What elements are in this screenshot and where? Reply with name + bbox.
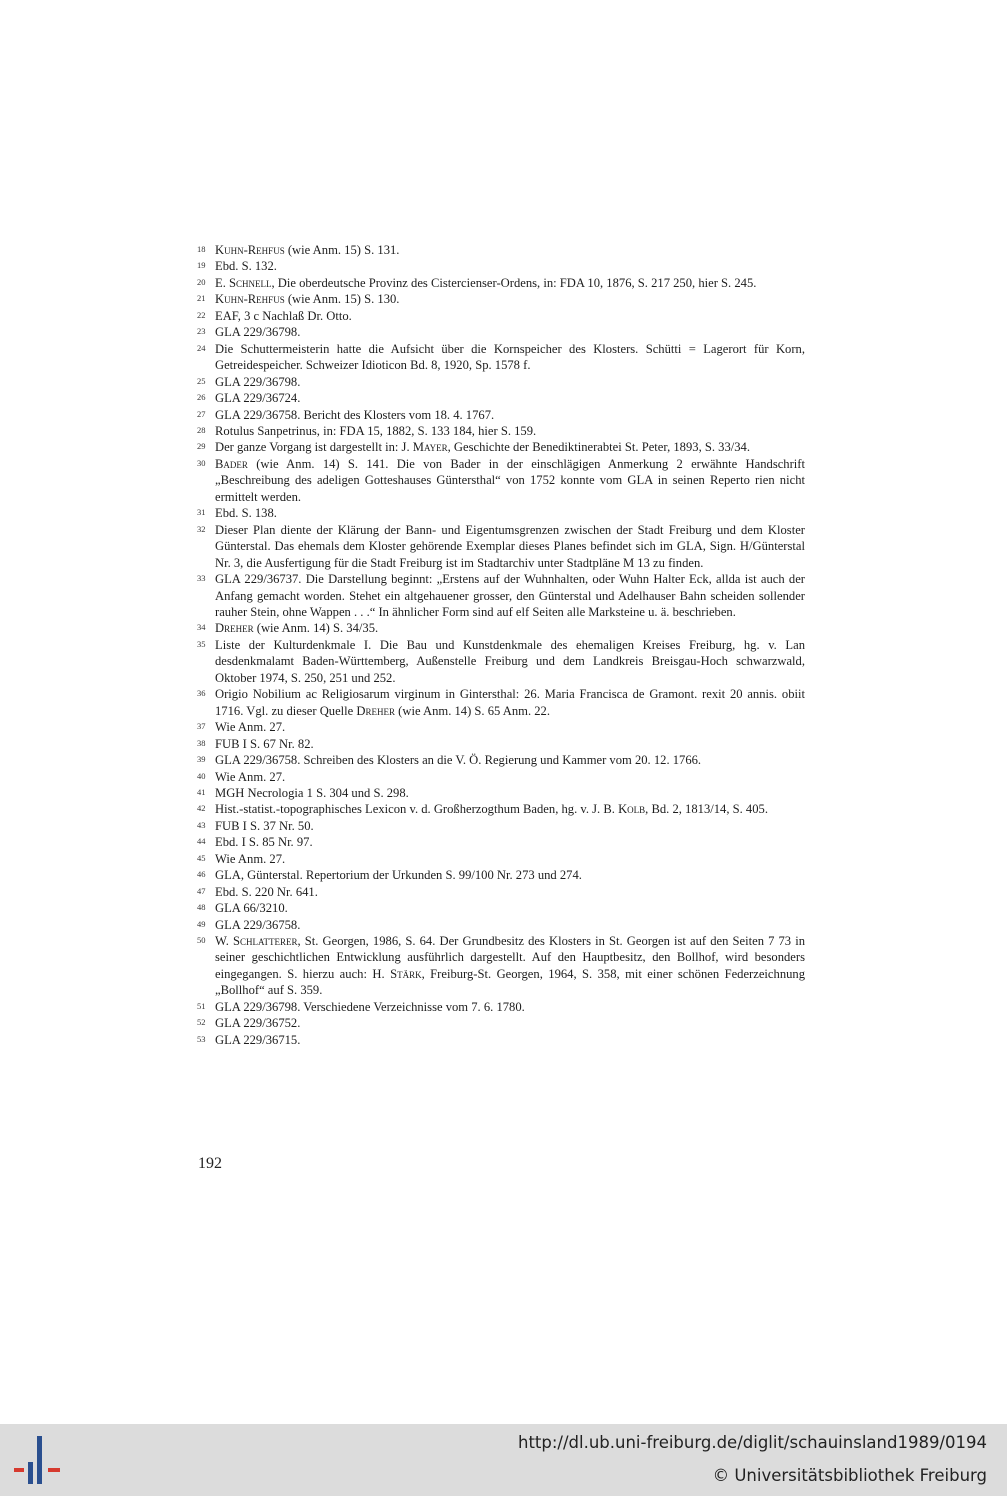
permalink-url[interactable]: http://dl.ub.uni-freiburg.de/diglit/schauinsland1989/0194 <box>517 1433 987 1452</box>
footnote <box>197 505 805 521</box>
author-name: Kolb <box>618 802 646 817</box>
author-name: Mayer <box>412 440 448 455</box>
footnote-text: (wie Anm. 14) S. 141. Die von Bader in der einschlägigen Anmerkung 2 erwähnte Handschrift „Beschreibung des adeligen Gotteshauses Güntersthal“ von 1752 konnte vom GLA in seinen Reperto rien nicht ermittelt werden. <box>215 456 805 504</box>
author-name: Kuhn-Rehfus <box>215 292 285 307</box>
footnote-text: GLA, Günterstal. Repertorium der Urkunden S. 99/100 Nr. 273 und 274. <box>215 868 582 883</box>
footnote <box>197 242 805 258</box>
footnote <box>197 456 805 505</box>
logo-bar-center <box>37 1436 42 1484</box>
footnote-text: EAF, 3 c Nachlaß Dr. Otto. <box>215 308 352 323</box>
footnote-number: 41 <box>197 786 206 797</box>
footnote-text: GLA 229/36737. Die Darstellung beginnt: „Erstens auf der Wuhnhalten, oder Wuhn Halter Eck, allda ist auch der Anfang gemacht worden. Stehet ein altgehauener grosser, den Günterstal und Adelhauser Bahn scheiden sollender rauher Stein, ohne Wappen . . .“ In ähnlicher Form sind auf elf Seiten alle Marksteine u. ä. beschrieben. <box>215 572 805 619</box>
footnote-number: 47 <box>197 885 206 896</box>
footnote-text: GLA 229/36758. Schreiben des Klosters an die V. Ö. Regierung und Kammer vom 20. 12. 1766. <box>215 753 702 768</box>
footnote-text: , St. Georgen, 1986, S. 64. Der Grundbesitz des Klosters in St. Georgen ist auf den Seiten 7 73 in seiner geschichtlichen Entwicklung ausführlich dargestellt. Auf den Hauptbesitz, den Bollhof, wird besonders eingegangen. S. hierzu auch: H. <box>215 934 806 981</box>
footnote-number: 27 <box>197 408 206 419</box>
footnote <box>197 275 805 291</box>
footnote-number: 36 <box>197 688 206 699</box>
footnote-text: MGH Necrologia 1 S. 304 und S. 298. <box>215 785 409 800</box>
footnote-number: 51 <box>197 1000 206 1011</box>
author-name: Dreher <box>215 621 254 636</box>
footnote-text: GLA 229/36758. Bericht des Klosters vom 18. 4. 1767. <box>215 407 495 422</box>
footnote-number: 45 <box>197 852 206 863</box>
footnote-number: 28 <box>197 424 206 435</box>
footnote-text: FUB I S. 67 Nr. 82. <box>215 736 314 751</box>
footnote-number: 44 <box>197 836 206 847</box>
footnote <box>197 407 805 423</box>
footnote <box>197 900 805 916</box>
footnote-number: 23 <box>197 326 206 337</box>
footnote-text: GLA 229/36752. <box>215 1016 301 1031</box>
footnote <box>197 1015 805 1031</box>
footnote-text: W. <box>215 934 233 949</box>
footnote <box>197 620 805 636</box>
footnote <box>197 801 805 817</box>
footnote-text: , Freiburg-St. Georgen, 1964, S. 358, mit einer schönen Federzeichnung „Bollhof“ auf S. 359. <box>215 966 806 998</box>
footnote-number: 37 <box>197 721 206 732</box>
footnote-text: , Bd. 2, 1813/14, S. 405. <box>645 802 768 817</box>
author-name: Schnell <box>229 275 272 290</box>
footnote-text: Der ganze Vorgang ist dargestellt in: J. <box>215 440 413 455</box>
footnote <box>197 834 805 850</box>
footnote-text: Origio Nobilium ac Religiosarum virginum in Gintersthal: 26. Maria Francisca de Gramont. rexit 20 annis. obiit 1716. Vgl. zu dieser Quelle <box>215 687 805 718</box>
footnote-number: 34 <box>197 622 206 633</box>
footnote-text: Dieser Plan diente der Klärung der Bann- und Eigentumsgrenzen zwischen der Stadt Freiburg und dem Kloster Günterstal. Das ehemals dem Kloster gehörende Exemplar dieses Planes befindet sich im GLA, Sign. H/Günterstal Nr. 3, die Ausfertigung für die Stadt Freiburg ist im Stadtarchiv unter Stadtpläne M 13 zu finden. <box>215 522 805 570</box>
footnote-number: 30 <box>197 457 206 468</box>
footnote-text: Ebd. S. 132. <box>215 259 277 274</box>
footnote-text: Wie Anm. 27. <box>215 720 286 735</box>
footnote-number: 33 <box>197 573 206 584</box>
footnote-text: GLA 66/3210. <box>215 901 288 916</box>
footnote-number: 53 <box>197 1033 206 1044</box>
footnote-text: GLA 229/36798. <box>215 325 301 340</box>
footnote <box>197 785 805 801</box>
footnote-text: GLA 229/36798. <box>215 374 301 389</box>
author-name: Bader <box>215 456 248 471</box>
footnote-text: GLA 229/36715. <box>215 1032 301 1047</box>
footnote <box>197 933 805 999</box>
footnote <box>197 522 805 571</box>
footnote-number: 18 <box>197 244 206 254</box>
logo-bar-mid <box>28 1462 33 1484</box>
footnote-number: 50 <box>197 935 206 946</box>
footnote <box>197 423 805 439</box>
page-number: 192 <box>198 1155 222 1172</box>
footnote-number: 26 <box>197 392 206 403</box>
footnote-number: 35 <box>197 638 206 649</box>
footnote-text: Ebd. I S. 85 Nr. 97. <box>215 835 313 850</box>
footnote <box>197 818 805 834</box>
footnote <box>197 341 805 374</box>
footnote-number: 29 <box>197 441 206 452</box>
footnote <box>197 867 805 883</box>
footnote-text: (wie Anm. 14) S. 34/35. <box>253 621 379 636</box>
footnote-text: E. <box>215 275 229 290</box>
footnote <box>197 769 805 785</box>
footnote-number: 21 <box>197 293 206 304</box>
footnote <box>197 736 805 752</box>
footnote <box>197 1032 805 1048</box>
footnote <box>197 686 805 719</box>
footnote-text: Hist.-statist.-topographisches Lexicon v. d. Großherzogthum Baden, hg. v. J. B. <box>215 802 619 817</box>
author-name: Dreher <box>356 703 396 718</box>
footnote-number: 46 <box>197 869 206 880</box>
footnote <box>197 291 805 307</box>
footnote-text: Rotulus Sanpetrinus, in: FDA 15, 1882, S. 133 184, hier S. 159. <box>215 423 537 438</box>
footnote-number: 52 <box>197 1017 206 1028</box>
footnote-text: , Geschichte der Benediktinerabtei St. Peter, 1893, S. 33/34. <box>447 440 751 455</box>
footnote-number: 48 <box>197 902 206 913</box>
footnote-number: 43 <box>197 819 206 830</box>
footnote <box>197 637 805 686</box>
footnote <box>197 719 805 735</box>
footnote-number: 31 <box>197 507 206 518</box>
footnote-text: Wie Anm. 27. <box>215 851 286 866</box>
footnote-text: GLA 229/36724. <box>215 391 301 406</box>
footnote <box>197 884 805 900</box>
footer-bar <box>0 1424 1007 1496</box>
footnote <box>197 917 805 933</box>
footnote <box>197 374 805 390</box>
author-name: Schlatterer <box>233 934 298 949</box>
footnote-text: Liste der Kulturdenkmale I. Die Bau und Kunstdenkmale des ehemaligen Kreises Freiburg, hg. v. Lan desdenkmalamt Baden-Württemberg, Außenstelle Freiburg und dem Landkreis Breisgau-Hoch schwarzwald, Oktober 1974, S. 250, 251 und 252. <box>215 637 805 685</box>
footnote-number: 49 <box>197 918 206 929</box>
footnote-text: FUB I S. 37 Nr. 50. <box>215 818 314 833</box>
footnote-text: GLA 229/36798. Verschiedene Verzeichnisse vom 7. 6. 1780. <box>215 999 525 1014</box>
footnote-number: 42 <box>197 803 206 814</box>
footnote-number: 38 <box>197 737 206 748</box>
footnote-number: 32 <box>197 523 206 534</box>
ub-freiburg-logo-icon[interactable] <box>12 1436 66 1486</box>
footnote-text: (wie Anm. 15) S. 131. <box>284 243 400 257</box>
footnote-number: 24 <box>197 342 206 353</box>
footnote-text: Wie Anm. 27. <box>215 769 286 784</box>
footnote-text: Ebd. S. 138. <box>215 506 277 521</box>
logo-bar-left <box>14 1468 24 1472</box>
footnote <box>197 308 805 324</box>
author-name: Stärk <box>390 966 422 981</box>
footnote <box>197 258 805 274</box>
footnote-text: (wie Anm. 15) S. 130. <box>284 292 400 307</box>
footnote <box>197 571 805 620</box>
footnote <box>197 439 805 455</box>
footnote <box>197 851 805 867</box>
author-name: Kuhn-Rehfus <box>215 243 285 257</box>
footnote <box>197 999 805 1015</box>
footnote <box>197 752 805 768</box>
footnote-number: 19 <box>197 260 206 271</box>
footnote-number: 20 <box>197 276 206 287</box>
footnote-text: Die Schuttermeisterin hatte die Aufsicht über die Kornspeicher des Klosters. Schütti = Lagerort für Korn, Getreidespeicher. Schweizer Idioticon Bd. 8, 1920, Sp. 1578 f. <box>215 341 805 373</box>
footnote-text: , Die oberdeutsche Provinz des Cistercienser-Ordens, in: FDA 10, 1876, S. 217 250, hier S. 245. <box>271 275 757 290</box>
footnote-number: 39 <box>197 754 206 765</box>
footnote-number: 25 <box>197 375 206 386</box>
footnote <box>197 324 805 340</box>
logo-bar-right <box>48 1468 60 1472</box>
footnote <box>197 390 805 406</box>
footnotes-list <box>197 242 805 1048</box>
footnote-number: 22 <box>197 309 206 320</box>
footnote-text: GLA 229/36758. <box>215 917 301 932</box>
footnote-text: Ebd. S. 220 Nr. 641. <box>215 884 318 899</box>
footnote-text: (wie Anm. 14) S. 65 Anm. 22. <box>395 703 551 718</box>
copyright-notice: © Universitätsbibliothek Freiburg <box>712 1466 987 1485</box>
footnote-number: 40 <box>197 770 206 781</box>
